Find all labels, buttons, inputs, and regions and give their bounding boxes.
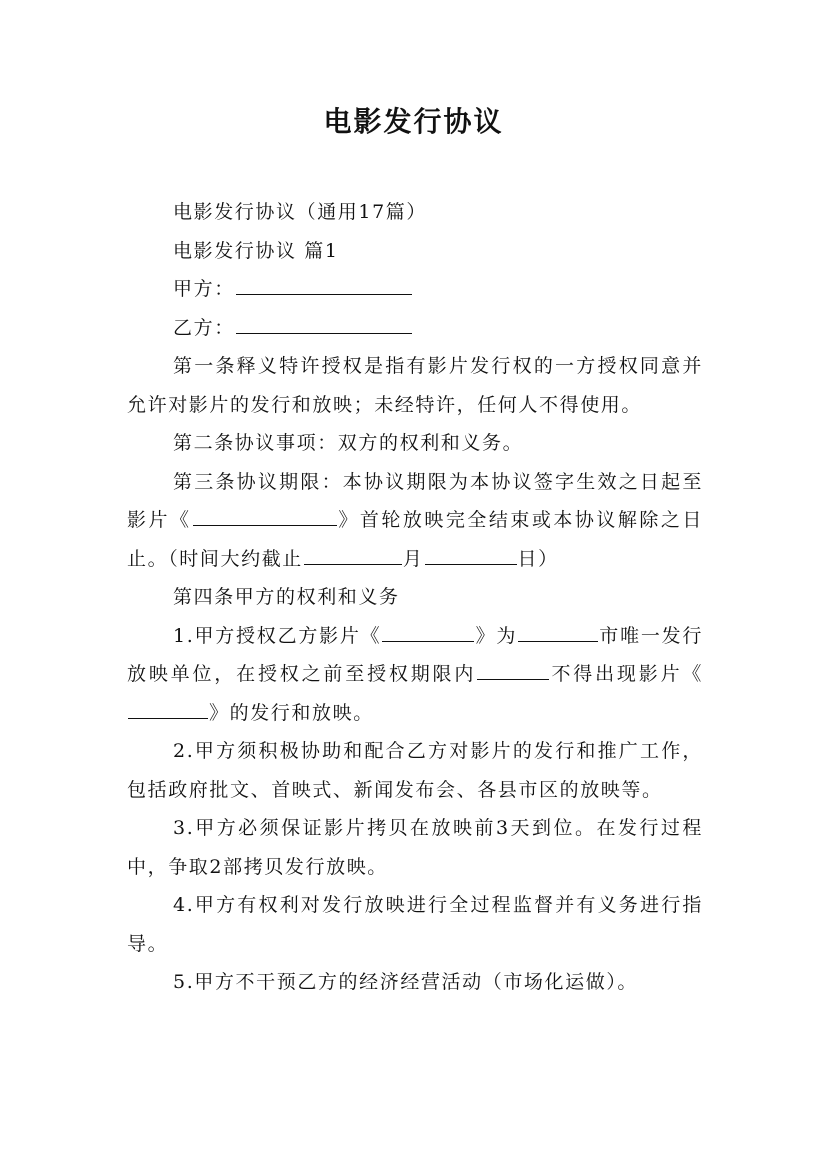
article-3-text-d: 日） xyxy=(517,547,559,570)
item-1-text-c: 市唯一发行放映单位，在授权之前至授权期限内 xyxy=(127,624,703,685)
article-3-text-c: 月 xyxy=(402,547,424,570)
item-4: 4.甲方有权利对发行放映进行全过程监督并有义务进行指导。 xyxy=(127,894,703,955)
party-b-line xyxy=(127,309,703,348)
month-blank xyxy=(304,542,402,565)
article-3 xyxy=(127,463,703,579)
item-1-city-blank xyxy=(518,619,598,642)
item-1-text-b: 》为 xyxy=(475,624,518,647)
party-a-blank xyxy=(236,272,412,295)
item-1-film-blank xyxy=(382,619,474,642)
article-2: 第二条协议事项：双方的权利和义务。 xyxy=(173,432,524,454)
item-1-text-e: 》的发行和放映。 xyxy=(209,701,374,724)
article-3-text-b: 》首轮放映完全结束或本协议解除之日止。（时间大约截止 xyxy=(127,509,703,570)
day-blank xyxy=(425,542,517,565)
item-1-film-blank-2 xyxy=(128,696,208,719)
article-4: 第四条甲方的权利和义务 xyxy=(173,586,400,608)
document-title: 电影发行协议 xyxy=(323,105,504,138)
film-title-blank xyxy=(193,503,337,526)
article-1: 第一条释义特许授权是指有影片发行权的一方授权同意并允许对影片的发行和放映；未经特许，任何人不得使用。 xyxy=(127,355,703,416)
item-1 xyxy=(127,617,703,733)
article-3-text-a: 第三条协议期限：本协议期限为本协议签字生效之日起至影片《 xyxy=(127,470,703,531)
item-1-text-a: 1.甲方授权乙方影片《 xyxy=(173,624,382,647)
section-heading: 电影发行协议 篇1 xyxy=(173,239,339,262)
item-5: 5.甲方不干预乙方的经济经营活动（市场化运做）。 xyxy=(173,971,639,993)
subtitle: 电影发行协议（通用17篇） xyxy=(173,201,427,223)
item-2: 2.甲方须积极协助和配合乙方对影片的发行和推广工作，包括政府批文、首映式、新闻发布会、各县市区的放映等。 xyxy=(127,740,703,801)
item-3: 3.甲方必须保证影片拷贝在放映前3天到位。在发行过程中，争取2部拷贝发行放映。 xyxy=(127,817,703,878)
party-b-label: 乙方： xyxy=(173,316,235,339)
item-1-period-blank xyxy=(477,657,549,680)
party-b-blank xyxy=(236,311,412,334)
party-a-label: 甲方： xyxy=(173,278,235,300)
document-body xyxy=(127,193,703,1002)
party-a-line xyxy=(127,270,703,309)
item-1-text-d: 不得出现影片《 xyxy=(550,663,703,685)
